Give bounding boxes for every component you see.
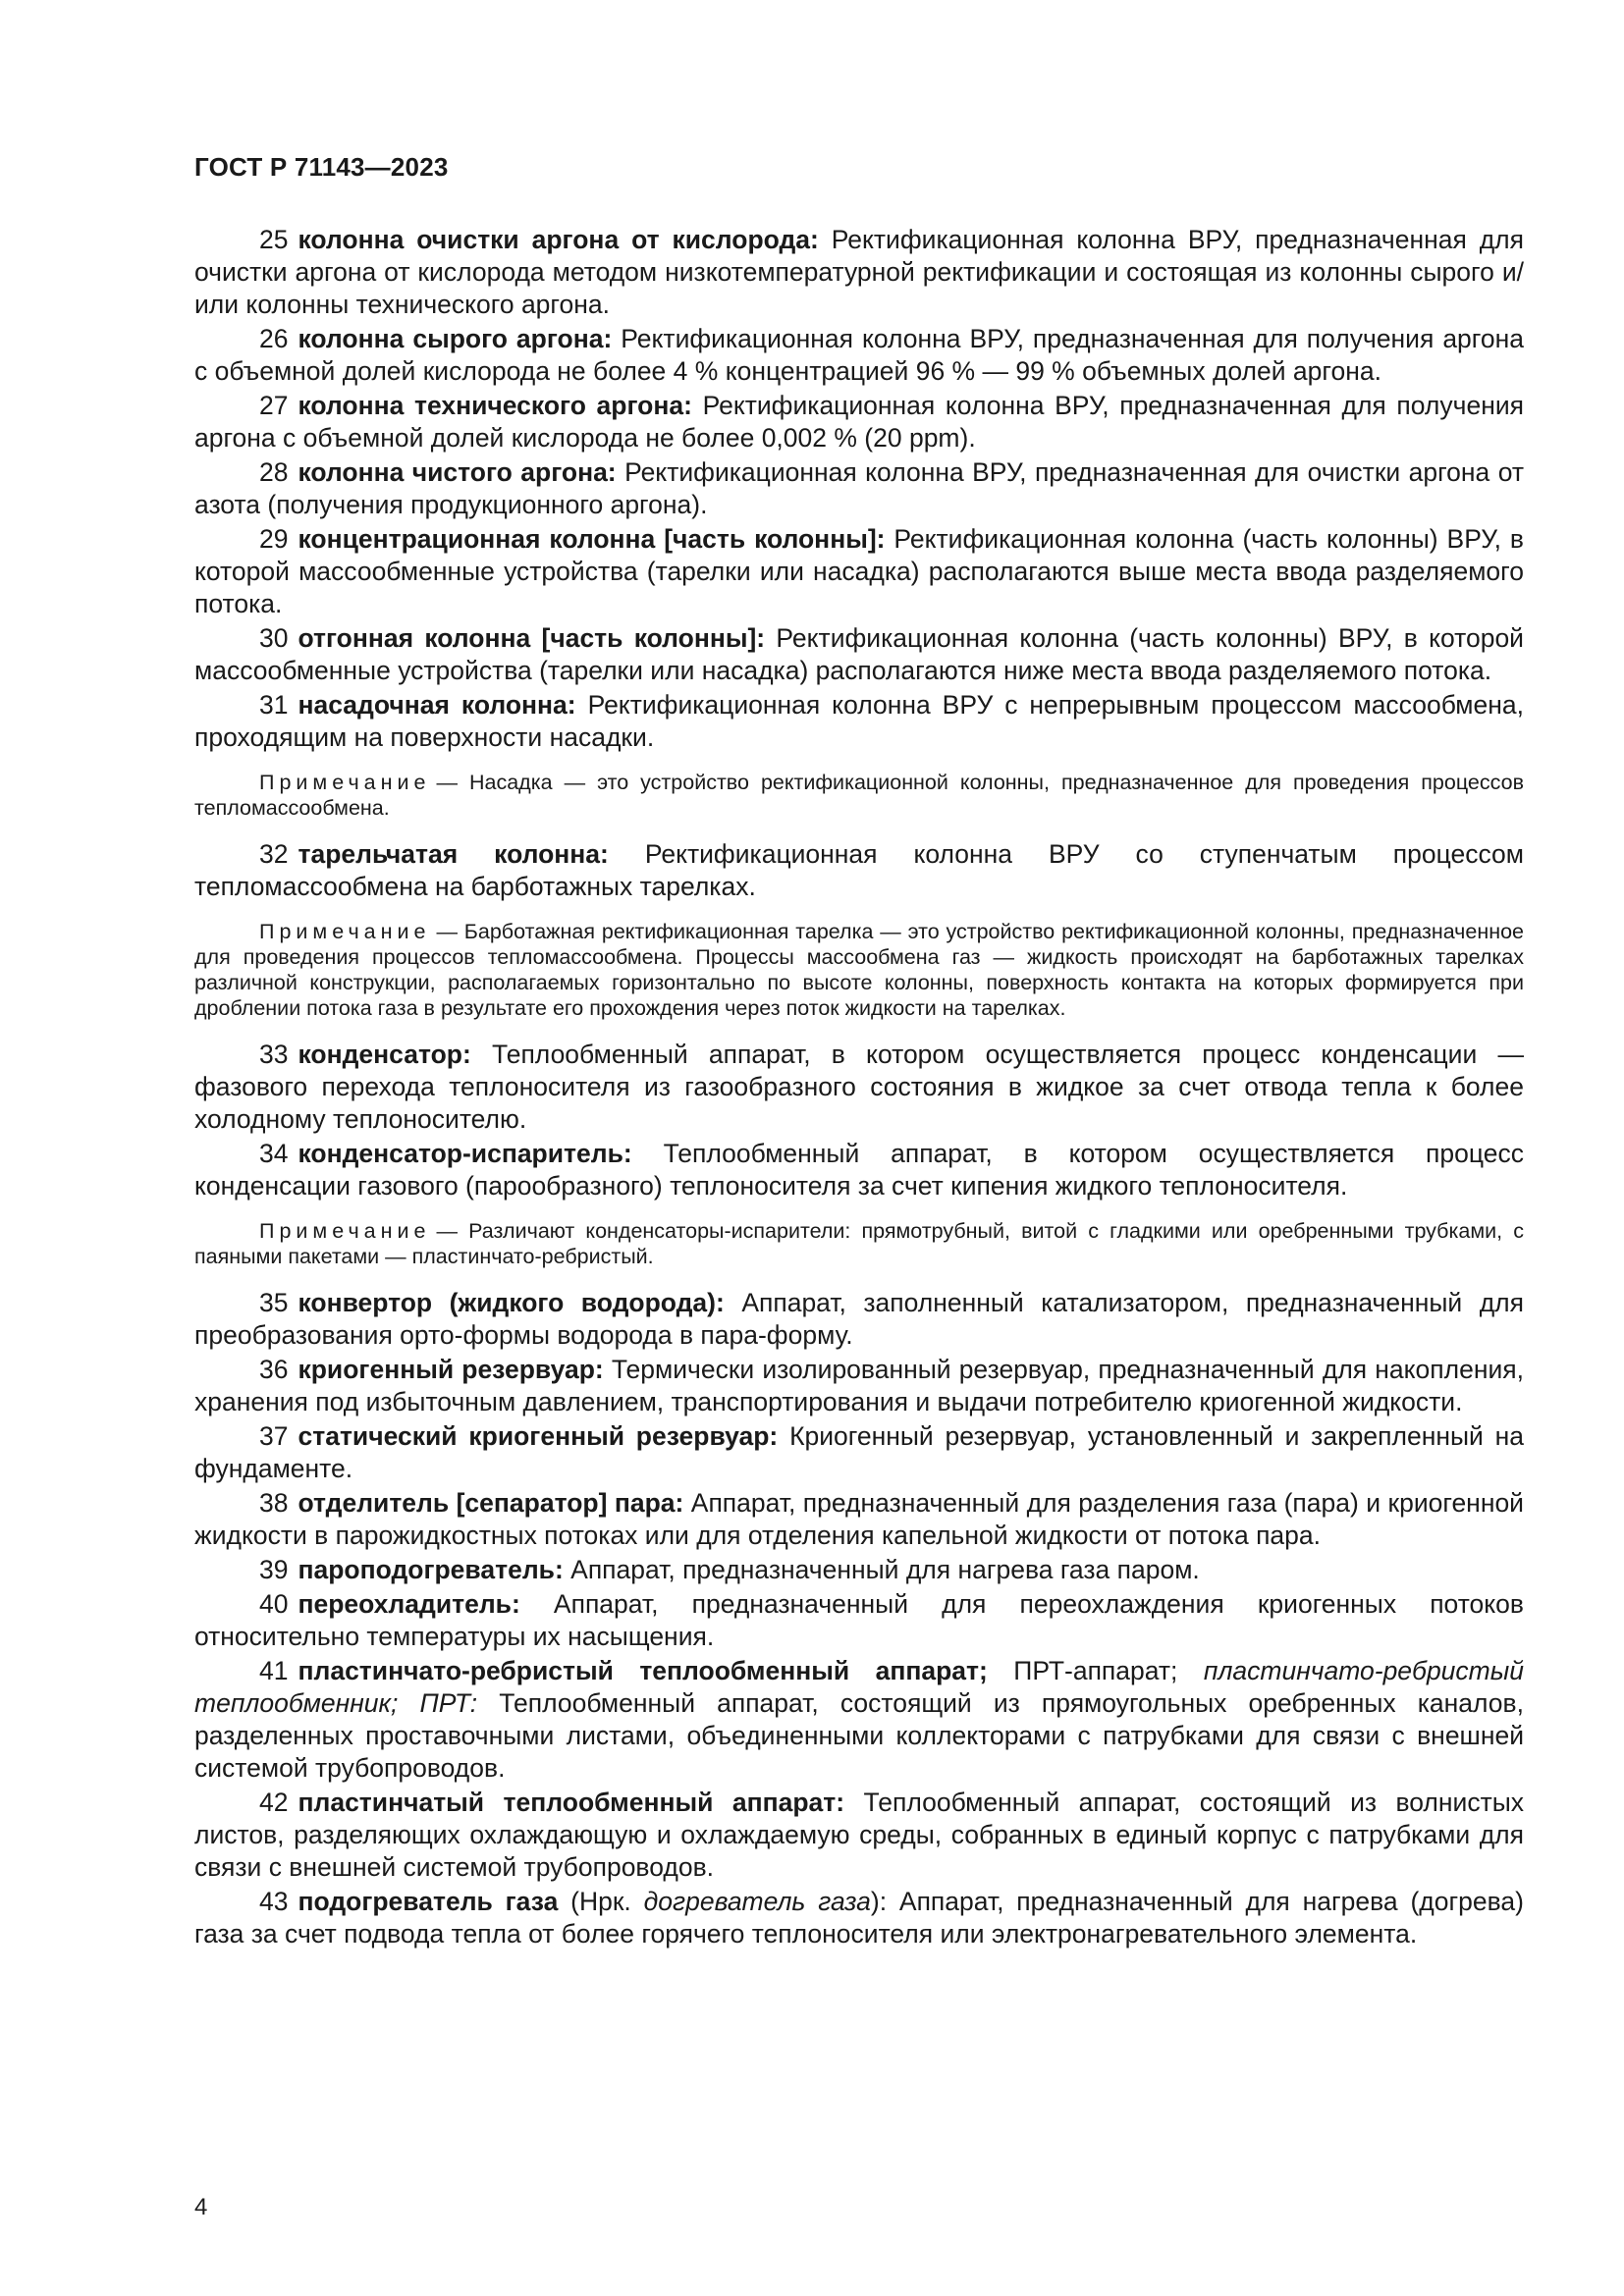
term-title: колонна чистого аргона: xyxy=(298,457,617,487)
term-title: конвертор (жидкого водорода): xyxy=(298,1288,725,1317)
term-number: 39 xyxy=(259,1555,289,1584)
note-label: Примечание xyxy=(259,771,431,794)
term-25 xyxy=(194,224,1524,321)
term-number: 25 xyxy=(259,225,289,254)
term-title: отделитель [сепаратор] пара: xyxy=(298,1488,684,1518)
term-definition: Ректификационная колонна ВРУ со ступенчатым процессом тепломассообмена на барботажных тарелках. xyxy=(194,839,1524,901)
term-29 xyxy=(194,523,1524,620)
note-label: Примечание xyxy=(259,1219,431,1243)
term-number: 26 xyxy=(259,324,289,353)
term-definition: Ректификационная колонна ВРУ, предназначенная для очистки аргона от азота (получения продукционного аргона). xyxy=(194,457,1524,519)
term-definition: Теплообменный аппарат, в котором осуществляется процесс конденсации — фазового перехода теплоносителя из газообразного состояния в жидкое за счет отвода тепла к более холодному теплоносителю. xyxy=(194,1040,1524,1134)
term-31 xyxy=(194,689,1524,754)
term-title: насадочная колонна: xyxy=(298,690,576,720)
term-number: 40 xyxy=(259,1589,289,1619)
term-title: колонна технического аргона: xyxy=(298,391,692,420)
note-32 xyxy=(194,919,1524,1021)
term-title: пластинчато-ребристый теплообменный аппарат; xyxy=(298,1656,988,1685)
term-37 xyxy=(194,1420,1524,1485)
term-definition: Ректификационная колонна (часть колонны) ВРУ, в которой массообменные устройства (тарелки или насадка) располагаются ниже места ввода разделяемого потока. xyxy=(194,623,1524,685)
term-title: тарельчатая колонна: xyxy=(298,839,609,869)
note-31 xyxy=(194,770,1524,821)
term-title: конденсатор: xyxy=(298,1040,471,1069)
term-definition: Ректификационная колонна ВРУ, предназначенная для получения аргона с объемной долей кислорода не более 4 % концентрацией 96 % — 99 % объемных долей аргона. xyxy=(194,324,1524,386)
term-35 xyxy=(194,1287,1524,1352)
note-34 xyxy=(194,1218,1524,1269)
term-30 xyxy=(194,622,1524,687)
term-definition: Ректификационная колонна ВРУ, предназначенная для получения аргона с объемной долей кислорода не более 0,002 % (20 ppm). xyxy=(194,391,1524,453)
term-synonym-italic: пластинчато-ребристый теплообменник; ПРТ: xyxy=(194,1656,1524,1718)
term-38 xyxy=(194,1487,1524,1552)
term-definition: Ректификационная колонна ВРУ, предназначенная для очистки аргона от кислорода методом низкотемпературной ректификации и состоящая из колонны сырого и/или колонны технического аргона. xyxy=(194,225,1524,319)
term-title: конденсатор-испаритель: xyxy=(298,1139,632,1168)
term-28 xyxy=(194,456,1524,521)
term-32 xyxy=(194,838,1524,903)
term-definition: Теплообменный аппарат, состоящий из волнистых листов, разделяющих охлаждающую и охлаждаемую среды, собранных в единый корпус с патрубками для связи с внешней системой трубопроводов. xyxy=(194,1788,1524,1882)
nrk-open: (Нрк. xyxy=(570,1887,631,1916)
nrk-term: догреватель газа xyxy=(643,1887,871,1916)
term-definition: Аппарат, предназначенный для переохлаждения криогенных потоков относительно температуры их насыщения. xyxy=(194,1589,1524,1651)
document-header: ГОСТ Р 71143—2023 xyxy=(194,152,449,182)
term-definition: Аппарат, заполненный катализатором, предназначенный для преобразования орто-формы водорода в пара-форму. xyxy=(194,1288,1524,1350)
term-title: подогреватель газа xyxy=(298,1887,559,1916)
term-title: пароподогреватель: xyxy=(298,1555,564,1584)
term-definition: Термически изолированный резервуар, предназначенный для накопления, хранения под избыточным давлением, транспортирования и выдачи потребителю криогенной жидкости. xyxy=(194,1355,1524,1416)
term-42 xyxy=(194,1787,1524,1884)
term-number: 27 xyxy=(259,391,289,420)
note-text: — Насадка — это устройство ректификационной колонны, предназначенное для проведения процессов тепломассообмена. xyxy=(194,771,1524,820)
term-26 xyxy=(194,323,1524,388)
term-number: 41 xyxy=(259,1656,289,1685)
term-title: колонна сырого аргона: xyxy=(298,324,613,353)
term-definition: Теплообменный аппарат, состоящий из прямоугольных оребренных каналов, разделенных проставочными листами, объединенными коллекторами с патрубками для связи с внешней системой трубопроводов. xyxy=(194,1688,1524,1783)
term-number: 35 xyxy=(259,1288,289,1317)
term-number: 43 xyxy=(259,1887,289,1916)
term-41 xyxy=(194,1655,1524,1785)
term-number: 33 xyxy=(259,1040,289,1069)
term-number: 34 xyxy=(259,1139,289,1168)
term-number: 32 xyxy=(259,839,289,869)
term-number: 36 xyxy=(259,1355,289,1384)
term-title: колонна очистки аргона от кислорода: xyxy=(298,225,819,254)
term-title: переохладитель: xyxy=(298,1589,520,1619)
term-43 xyxy=(194,1886,1524,1950)
term-definition: Аппарат, предназначенный для нагрева газа паром. xyxy=(570,1555,1200,1584)
term-number: 30 xyxy=(259,623,289,653)
term-definition: Криогенный резервуар, установленный и закрепленный на фундаменте. xyxy=(194,1421,1524,1483)
term-title: криогенный резервуар: xyxy=(298,1355,604,1384)
term-40 xyxy=(194,1588,1524,1653)
term-34 xyxy=(194,1138,1524,1202)
term-title: статический криогенный резервуар: xyxy=(298,1421,779,1451)
term-title: отгонная колонна [часть колонны]: xyxy=(298,623,766,653)
term-number: 37 xyxy=(259,1421,289,1451)
nrk-close: ): xyxy=(870,1887,888,1916)
term-definition: Ректификационная колонна (часть колонны) ВРУ, в которой массообменные устройства (тарелки или насадка) располагаются выше места ввода разделяемого потока. xyxy=(194,524,1524,618)
term-number: 42 xyxy=(259,1788,289,1817)
term-number: 38 xyxy=(259,1488,289,1518)
term-36 xyxy=(194,1354,1524,1418)
term-number: 28 xyxy=(259,457,289,487)
term-39 xyxy=(194,1554,1524,1586)
term-number: 31 xyxy=(259,690,289,720)
term-title: пластинчатый теплообменный аппарат: xyxy=(298,1788,845,1817)
term-definition: Теплообменный аппарат, в котором осуществляется процесс конденсации газового (парообразного) теплоносителя за счет кипения жидкого теплоносителя. xyxy=(194,1139,1524,1201)
term-synonym: ПРТ-аппарат; xyxy=(1013,1656,1178,1685)
term-definition: Ректификационная колонна ВРУ с непрерывным процессом массообмена, проходящим на поверхности насадки. xyxy=(194,690,1524,752)
term-definition: Аппарат, предназначенный для разделения газа (пара) и криогенной жидкости в парожидкостных потоках или для отделения капельной жидкости от потока пара. xyxy=(194,1488,1524,1550)
term-27 xyxy=(194,390,1524,454)
note-label: Примечание xyxy=(259,920,431,943)
note-text: — Различают конденсаторы-испарители: прямотрубный, витой с гладкими или оребренными трубками, с паяными пакетами — пластинчато-ребристый. xyxy=(194,1219,1524,1268)
term-title: концентрационная колонна [часть колонны]: xyxy=(298,524,886,554)
page-number: 4 xyxy=(194,2194,208,2220)
term-number: 29 xyxy=(259,524,289,554)
note-text: — Барботажная ректификационная тарелка — это устройство ректификационной колонны, предназначенное для проведения процессов тепломассообмена. Процессы массообмена газ — жидкость происходят на барботажных тарелках различной конструкции, располагаемых горизонтально по высоте колонны, поверхность контакта на которых формируется при дроблении потока газа в результате его прохождения через поток жидкости на тарелках. xyxy=(194,920,1524,1020)
term-definition: Аппарат, предназначенный для нагрева (догрева) газа за счет подвода тепла от более горячего теплоносителя или электронагревательного элемента. xyxy=(194,1887,1524,1949)
document-body xyxy=(194,224,1524,1952)
term-33 xyxy=(194,1039,1524,1136)
